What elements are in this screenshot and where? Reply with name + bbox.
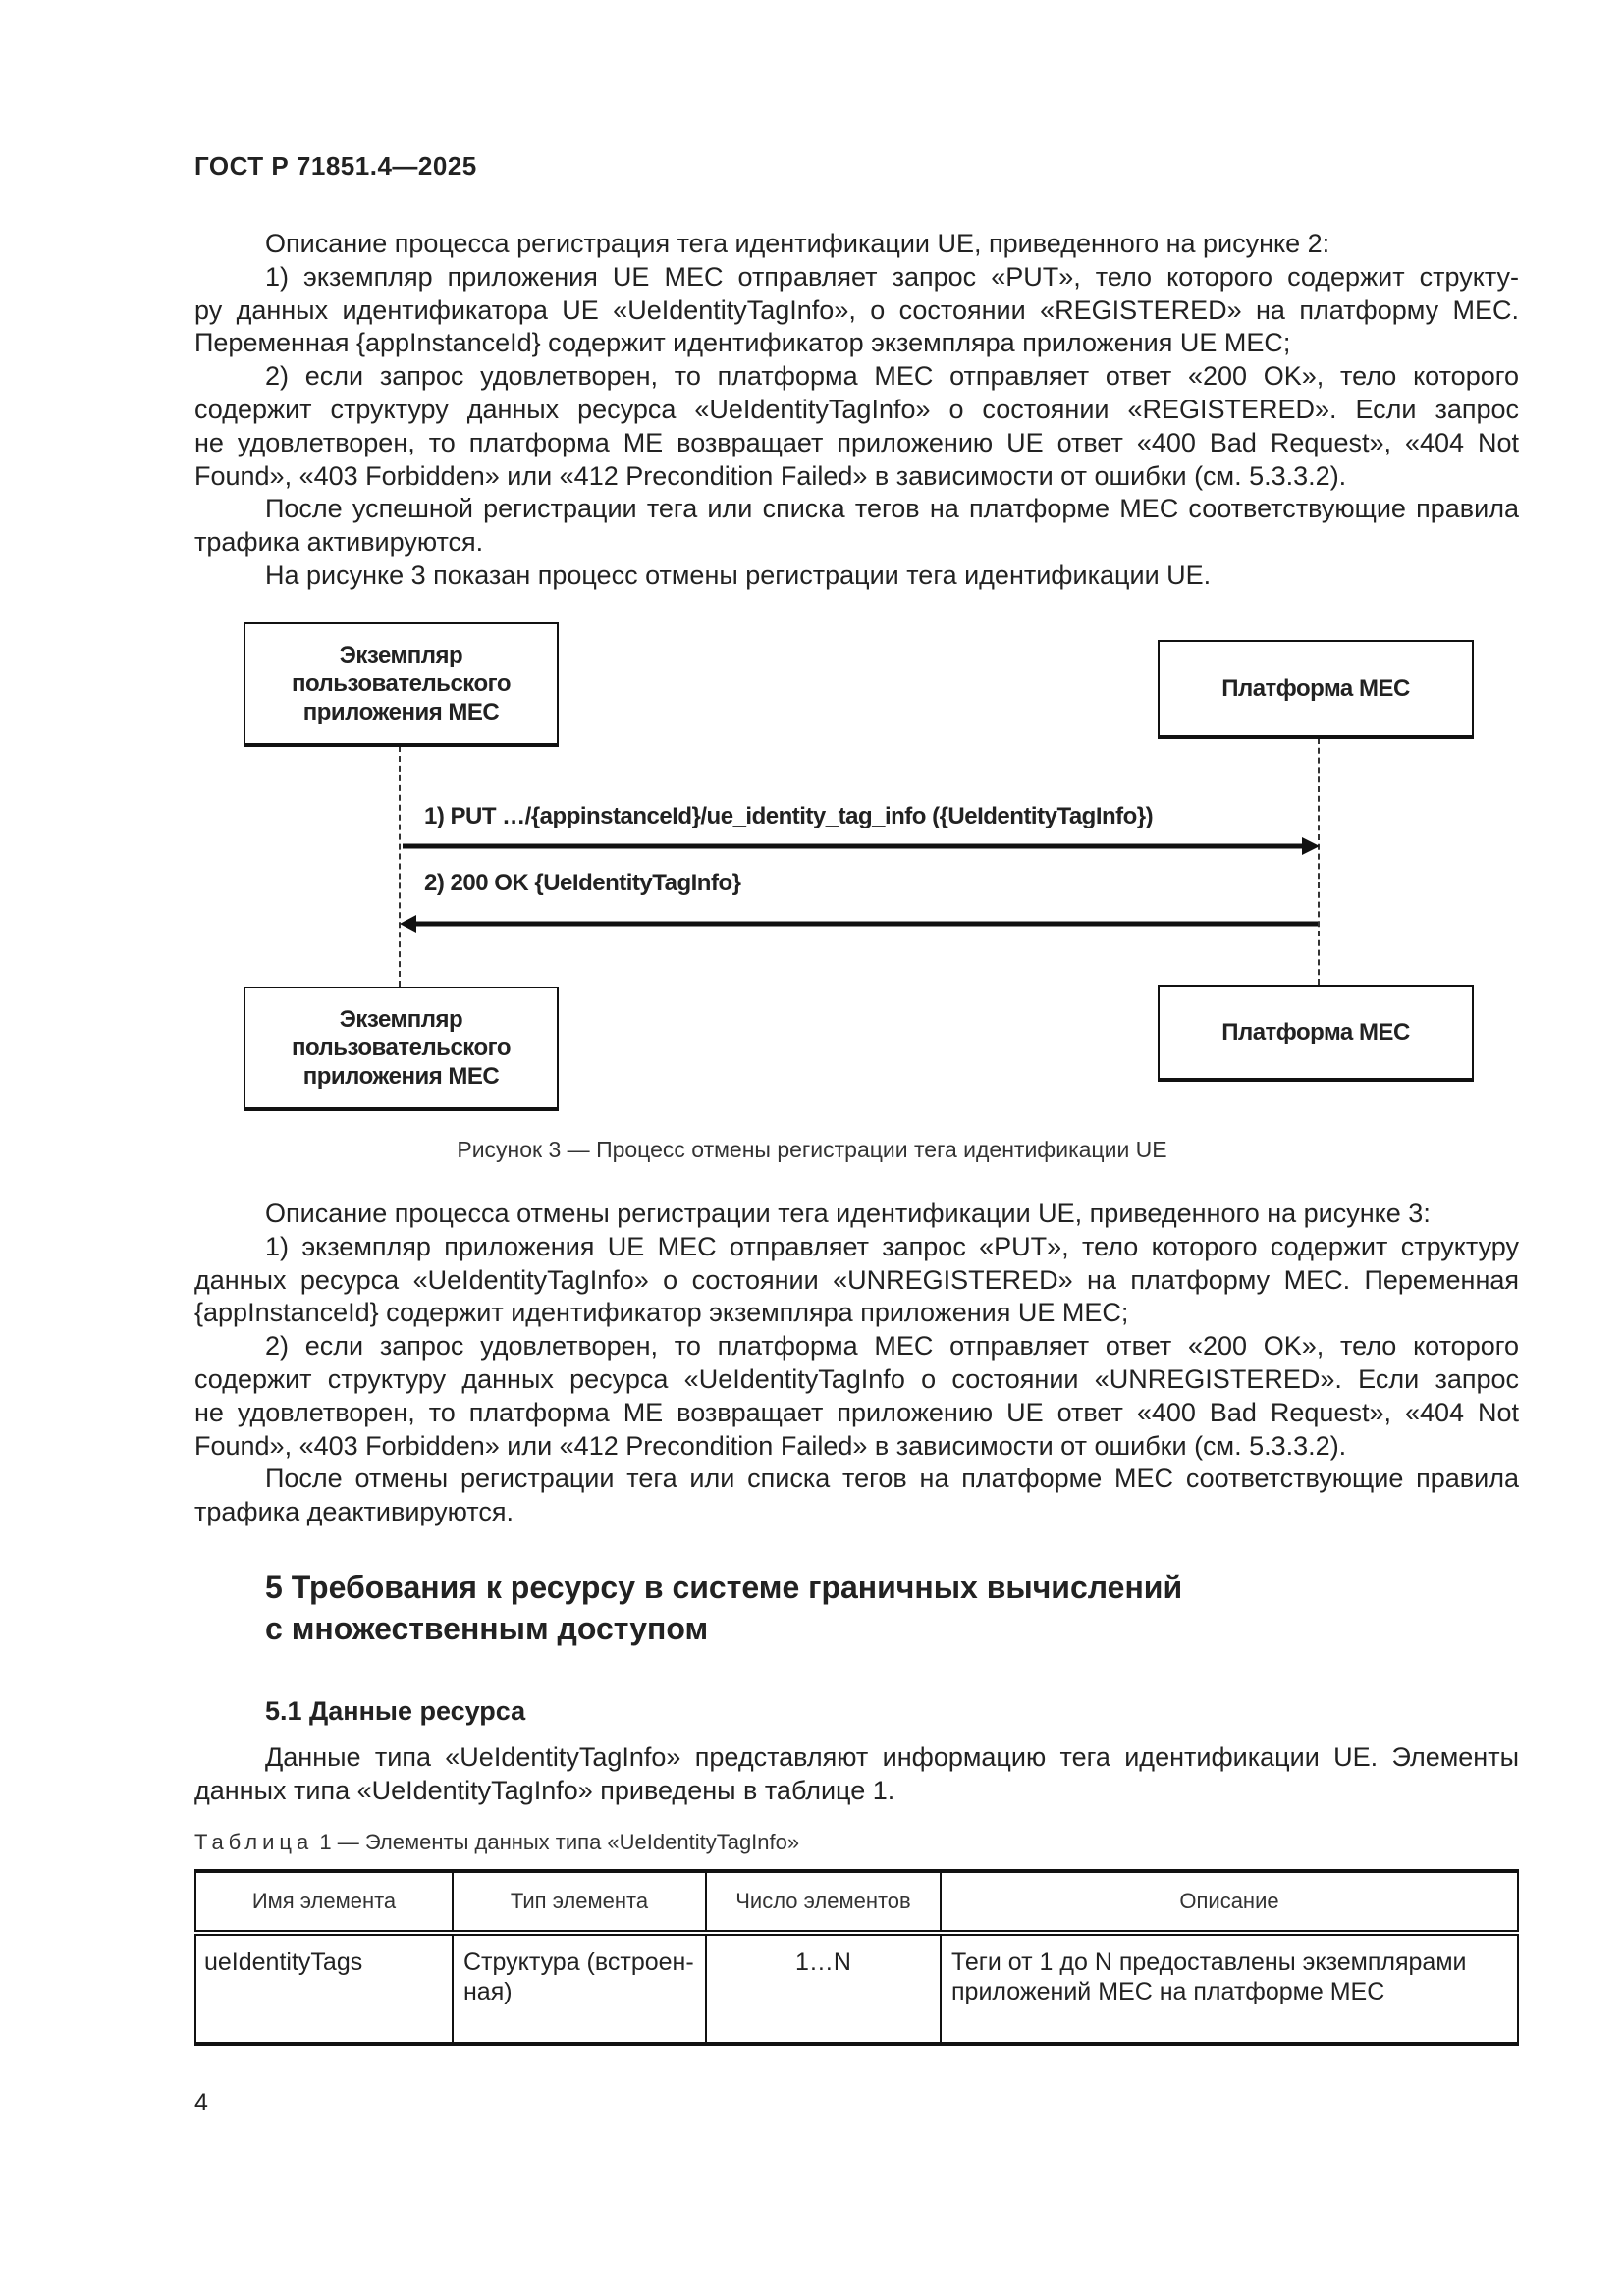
table-cell: 1…N [706, 1933, 941, 2044]
message-2-label: 2) 200 OK {UeIdentityTagInfo} [424, 870, 741, 896]
paragraph-line: ру данных идентификатора UE «UeIdentityTagInfo», о состоянии «REGISTERED» на платформу MEC. [194, 294, 1519, 325]
paragraph-line: не удовлетворен, то платформа ME возвращает приложению UE ответ «400 Bad Request», «404 Not [194, 1397, 1519, 1427]
section-5-heading-line-2: с множественным доступом [265, 1611, 709, 1646]
app-box-bottom-label: Экземпляр пользовательского приложения MEC [292, 1006, 511, 1090]
section-5-1-text [194, 1741, 1519, 1808]
header-cell: Число элементов [706, 1871, 941, 1933]
app-box-top-label: Экземпляр пользовательского приложения MEC [292, 642, 511, 725]
paragraph-line: трафика деактивируются. [194, 1497, 514, 1527]
message-1-label: 1) PUT …/{appinstanceId}/ue_identity_tag_info ({UeIdentityTagInfo}) [424, 803, 1154, 829]
platform-box-bottom [1158, 985, 1474, 1082]
paragraph-line: На рисунке 3 показан процесс отмены регистрации тега идентификации UE. [265, 560, 1212, 590]
body-text [194, 1198, 1519, 1529]
arrow-left-icon [400, 915, 1318, 933]
paragraph-line: данных типа «UeIdentityTagInfo» приведены в таблице 1. [194, 1775, 895, 1805]
app-box-top [244, 622, 559, 747]
table-cell: Структура (встроен- ная) [453, 1933, 706, 2044]
paragraph-line: 2) если запрос удовлетворен, то платформа MEC отправляет ответ «200 OK», тело которого [265, 1331, 1519, 1362]
figure-caption: Рисунок 3 — Процесс отмены регистрации тега идентификации UE [457, 1137, 1167, 1162]
data-table [194, 1869, 1519, 2046]
intro-text [194, 228, 1519, 593]
table-header-row [195, 1871, 1518, 1933]
paragraph-line: трафика активируются. [194, 527, 484, 558]
table-title-text: 1 — Элементы данных типа «UeIdentityTagInfo» [313, 1830, 800, 1854]
paragraph-line: 2) если запрос удовлетворен, то платформа MEC отправляет ответ «200 OK», тело которого [265, 361, 1519, 392]
paragraph-line: Данные типа «UeIdentityTagInfo» представляют информацию тега идентификации UE. Элементы [265, 1742, 1519, 1772]
section-5-1-heading: 5.1 Данные ресурса [265, 1696, 526, 1726]
arrow-right-icon [403, 837, 1320, 855]
page-number: 4 [194, 2089, 208, 2116]
paragraph-line: Описание процесса отмены регистрации тега идентификации UE, приведенного на рисунке 3: [265, 1199, 1431, 1228]
paragraph-line: 1) экземпляр приложения UE MEC отправляет запрос «PUT», тело которого содержит структу- [265, 261, 1519, 292]
header-cell: Тип элемента [453, 1871, 706, 1933]
table-cell: ueIdentityTags [195, 1933, 453, 2044]
app-box-bottom [244, 987, 559, 1111]
paragraph-line: Found», «403 Forbidden» или «412 Precondition Failed» в зависимости от ошибки (см. 5.3.3.2). [194, 1430, 1347, 1461]
paragraph-line: Found», «403 Forbidden» или «412 Precondition Failed» в зависимости от ошибки (см. 5.3.3.2). [194, 460, 1347, 491]
platform-box-top-label: Платформа MEC [1221, 675, 1410, 702]
paragraph-line: После отмены регистрации тега или списка тегов на платформе MEC соответствующие правила [265, 1464, 1519, 1494]
header-cell: Описание [941, 1871, 1518, 1933]
table-cell: Теги от 1 до N предоставлены экземплярами приложений MEC на платформе MEC [941, 1933, 1518, 2044]
header-cell: Имя элемента [195, 1871, 453, 1933]
paragraph-line: не удовлетворен, то платформа ME возвращает приложению UE ответ «400 Bad Request», «404 Not [194, 427, 1519, 457]
paragraph-line: Описание процесса регистрация тега идентификации UE, приведенного на рисунке 2: [265, 229, 1330, 258]
table-title-word: Таблица [194, 1830, 314, 1854]
paragraph-line: После успешной регистрации тега или списка тегов на платформе MEC соответствующие правила [265, 494, 1519, 524]
platform-box-top [1158, 640, 1474, 739]
table-row [195, 1933, 1518, 2044]
paragraph-line: 1) экземпляр приложения UE MEC отправляет запрос «PUT», тело которого содержит структуру [265, 1231, 1519, 1261]
paragraph-line: {appInstanceId} содержит идентификатор экземпляра приложения UE MEC; [194, 1298, 1129, 1328]
paragraph-line: данных ресурса «UeIdentityTagInfo» о состоянии «UNREGISTERED» на платформу MEC. Переменная [194, 1264, 1519, 1295]
paragraph-line: содержит структуру данных ресурса «UeIdentityTagInfo о состоянии «UNREGISTERED». Если запрос [194, 1363, 1519, 1394]
paragraph-line: содержит структуру данных ресурса «UeIdentityTagInfo» о состоянии «REGISTERED». Если запрос [194, 394, 1519, 424]
section-5-heading-line-1: 5 Требования к ресурсу в системе граничных вычислений [265, 1570, 1183, 1605]
platform-box-bottom-label: Платформа MEC [1221, 1019, 1410, 1045]
paragraph-line: Переменная {appInstanceId} содержит идентификатор экземпляра приложения UE MEC; [194, 328, 1291, 358]
document-header: ГОСТ Р 71851.4—2025 [194, 151, 477, 181]
table-title [194, 1830, 799, 1855]
